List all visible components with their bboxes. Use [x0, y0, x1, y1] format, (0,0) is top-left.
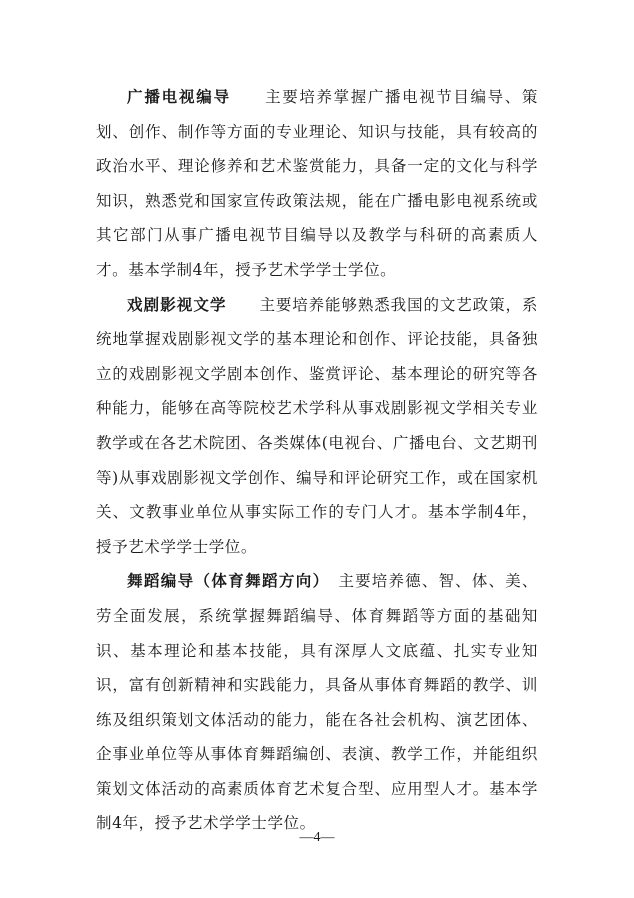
section-xiju-yingshi-wenxue [96, 288, 538, 565]
heading-gap [231, 88, 265, 106]
section-heading: 戏剧影视文学 [127, 295, 227, 314]
document-body [96, 80, 538, 841]
section-wudao-biandao [96, 564, 538, 841]
section-body: 主要培养掌握广播电视节目编导、策划、创作、制作等方面的专业理论、知识与技能，具有较高的政治水平、理论修养和艺术鉴赏能力，具备一定的文化与科学知识，熟悉党和国家宣传政策法规，能在广播电影电视系统或其它部门从事广播电视节目编导以及教学与科研的高素质人才。基本学制4年，授予艺术学学士学位。 [96, 88, 538, 279]
section-heading: 舞蹈编导（体育舞蹈方向） [127, 572, 322, 591]
section-heading: 广播电视编导 [127, 88, 231, 106]
section-guangbo-dianshi-biandao [96, 80, 538, 288]
heading-gap [227, 296, 260, 314]
heading-gap [322, 572, 339, 590]
page-number: —4— [299, 830, 335, 845]
section-body: 主要培养能够熟悉我国的文艺政策，系统地掌握戏剧影视文学的基本理论和创作、评论技能，具备独立的戏剧影视文学剧本创作、鉴赏评论、基本理论的研究等各种能力，能够在高等院校艺术学科从事戏剧影视文学相关专业教学或在各艺术院团、各类媒体(电视台、广播电台、文艺期刊等)从事戏剧影视文学创作、编导和评论研究工作，或在国家机关、文教事业单位从事实际工作的专门人才。基本学制4年，授予艺术学学士学位。 [96, 295, 538, 556]
section-body: 主要培养德、智、体、美、劳全面发展，系统掌握舞蹈编导、体育舞蹈等方面的基础知识、基本理论和基本技能，具有深厚人文底蕴、扎实专业知识，富有创新精神和实践能力，具备从事体育舞蹈的教学、训练及组织策划文体活动的能力，能在各社会机构、演艺团体、企事业单位等从事体育舞蹈编创、表演、教学工作，并能组织策划文体活动的高素质体育艺术复合型、应用型人才。基本学制4年，授予艺术学学士学位。 [96, 572, 538, 833]
